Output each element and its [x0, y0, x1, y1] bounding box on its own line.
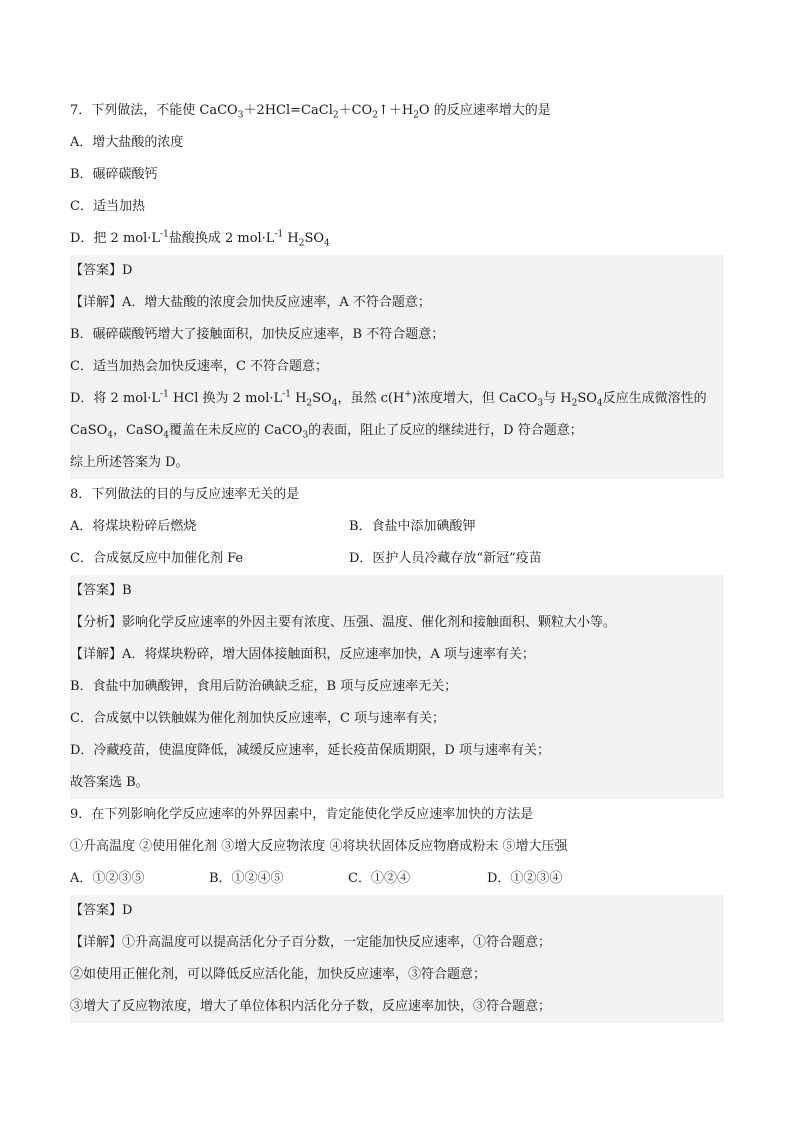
q9-stem: 9．在下列影响化学反应速率的外界因素中，肯定能使化学反应速率加快的方法是: [70, 807, 534, 822]
q9-answer-block: [70, 895, 724, 1023]
q9-detail-3: ③增大了反应物浓度，增大了单位体积内活化分子数，反应速率加快，③符合题意；: [70, 999, 552, 1014]
q7-answer-block: [70, 255, 724, 479]
q8-option-a: A．将煤块粉碎后燃烧: [70, 519, 197, 534]
q7-d5-text-b: ，CaSO: [113, 423, 164, 438]
q7-opt-d-text-3: H: [283, 231, 299, 246]
q7-opt-d-sup-2: -1: [274, 229, 284, 240]
q8-detail-4: D．冷藏疫苗，使温度降低，减缓反应速率，延长疫苗保质期限，D 项与速率有关；: [70, 743, 550, 758]
q7-d5-text-d: 的表面，阻止了反应的继续进行，D 符合题意；: [308, 423, 583, 438]
q7-option-b: B．碾碎碳酸钙: [70, 167, 158, 182]
q7-d4-sup-2: -1: [282, 389, 291, 400]
q9-option-c: C．①②④: [348, 871, 410, 886]
q7-opt-d-sub-2: 2: [298, 238, 305, 249]
q7-d4-text-g: 与 H: [543, 391, 572, 406]
q8-option-c: C．合成氨反应中加催化剂 Fe: [70, 551, 244, 566]
q7-option-d: [70, 223, 724, 255]
q7-option-c: C．适当加热: [70, 199, 145, 214]
q9-option-a: A．①②③⑤: [70, 871, 145, 886]
q8-answer: 【答案】B: [70, 583, 132, 598]
q7-d4-text-e: ，虽然 c(H: [337, 391, 405, 406]
q7-opt-d-sup-1: -1: [160, 229, 169, 240]
q9-option-b: B．①②④⑤: [209, 871, 284, 886]
q7-d4-sub-5: 4: [596, 398, 603, 409]
q7-d4-text-f: )浓度增大，但 CaCO: [411, 391, 538, 406]
q7-option-a: A．增大盐酸的浓度: [70, 135, 184, 150]
q7-detail-5: [70, 415, 724, 447]
q9-detail-1: 【详解】①升高温度可以提高活化分子百分数，一定能加快反应速率，①符合题意；: [70, 935, 552, 950]
q7-sub-2a: 2: [332, 110, 339, 121]
q7-d5-sub-3: 3: [302, 430, 309, 441]
q7-detail-1: 【详解】A．增大盐酸的浓度会加快反应速率，A 不符合题意；: [70, 295, 431, 310]
q7-d5-sub-1: 4: [107, 430, 113, 441]
q7-sub-2b: 2: [372, 110, 378, 121]
q9-items: ①升高温度 ②使用催化剂 ③增大反应物浓度 ④将块状固体反应物磨成粉末 ⑤增大压强: [70, 839, 568, 854]
q7-d4-sub-1: 2: [306, 398, 313, 409]
q8-option-b: B．食盐中添加碘酸钾: [349, 519, 476, 534]
q7-d4-text-b: HCl 换为 2 mol·L: [168, 391, 283, 406]
q8-detail-2: B．食盐中加碘酸钾，食用后防治碘缺乏症，B 项与反应速率无关；: [70, 679, 458, 694]
q9-options-row: [70, 863, 724, 895]
q7-stem-text-5: O 的反应速率增大的是: [418, 103, 551, 118]
q8-options-row-2: [70, 543, 724, 575]
q7-d4-text-d: SO: [312, 391, 332, 406]
q7-d4-text-i: 反应生成微溶性的: [602, 391, 707, 406]
q7-d4-text-a: D．将 2 mol·L: [70, 391, 161, 406]
q9-answer: 【答案】D: [70, 903, 133, 918]
q7-stem-text-2: ＋2HCl=CaCl: [243, 103, 333, 118]
q7-d4-sub-2: 4: [331, 398, 338, 409]
q7-stem: [70, 95, 724, 127]
q7-detail-6: 综上所述答案为 D。: [70, 455, 189, 470]
q7-opt-d-text-4: SO: [304, 231, 325, 246]
q7-d5-text-a: CaSO: [70, 423, 108, 438]
q7-detail-2: B．碾碎碳酸钙增大了接触面积，加快反应速率，B 不符合题意；: [70, 327, 445, 342]
q7-answer: 【答案】D: [70, 263, 133, 278]
q8-detail-3: C．合成氨中以铁触媒为催化剂加快反应速率，C 项与速率有关；: [70, 711, 446, 726]
q8-answer-block: [70, 575, 724, 799]
q9-detail-2: ②如使用正催化剂，可以降低反应活化能，加快反应速率，③符合题意；: [70, 967, 487, 982]
q8-analysis: 【分析】影响化学反应速率的外因主要有浓度、压强、温度、催化剂和接触面积、颗粒大小等。: [70, 615, 617, 630]
document-page: [70, 95, 724, 1023]
q7-stem-text-1: 7．下列做法，不能使 CaCO: [70, 103, 238, 118]
q7-sub-3: 3: [237, 110, 244, 121]
q7-d4-sub-3: 3: [537, 398, 544, 409]
q7-d4-sup-3: +: [404, 389, 412, 400]
q8-options-row-1: [70, 511, 724, 543]
q7-d4-text-c: H: [290, 391, 307, 406]
q7-detail-4: [70, 383, 724, 415]
q7-stem-text-3: ＋CO: [338, 103, 373, 118]
q7-sub-2c: 2: [413, 110, 419, 121]
q8-detail-1: 【详解】A．将煤块粉碎，增大固体接触面积，反应速率加快，A 项与速率有关；: [70, 647, 535, 662]
q7-d5-sub-2: 4: [163, 430, 169, 441]
q7-opt-d-text-1: D．把 2 mol·L: [70, 231, 161, 246]
q7-d4-sub-4: 2: [571, 398, 578, 409]
q7-opt-d-text-2: 盐酸换成 2 mol·L: [168, 231, 275, 246]
q9-option-d: D．①②③④: [487, 871, 563, 886]
q7-d4-text-h: SO: [577, 391, 597, 406]
q7-stem-text-4: ↑＋H: [377, 103, 414, 118]
q7-d5-text-c: 覆盖在未反应的 CaCO: [169, 423, 303, 438]
q8-detail-5: 故答案选 B。: [70, 775, 149, 790]
q8-stem: 8．下列做法的目的与反应速率无关的是: [70, 487, 300, 502]
q7-detail-3: C．适当加热会加快反速率，C 不符合题意；: [70, 359, 329, 374]
q7-d4-sup-1: -1: [160, 389, 169, 400]
q8-option-d: D．医护人员冷藏存放“新冠”疫苗: [349, 551, 542, 566]
q7-opt-d-sub-4: 4: [324, 238, 330, 249]
